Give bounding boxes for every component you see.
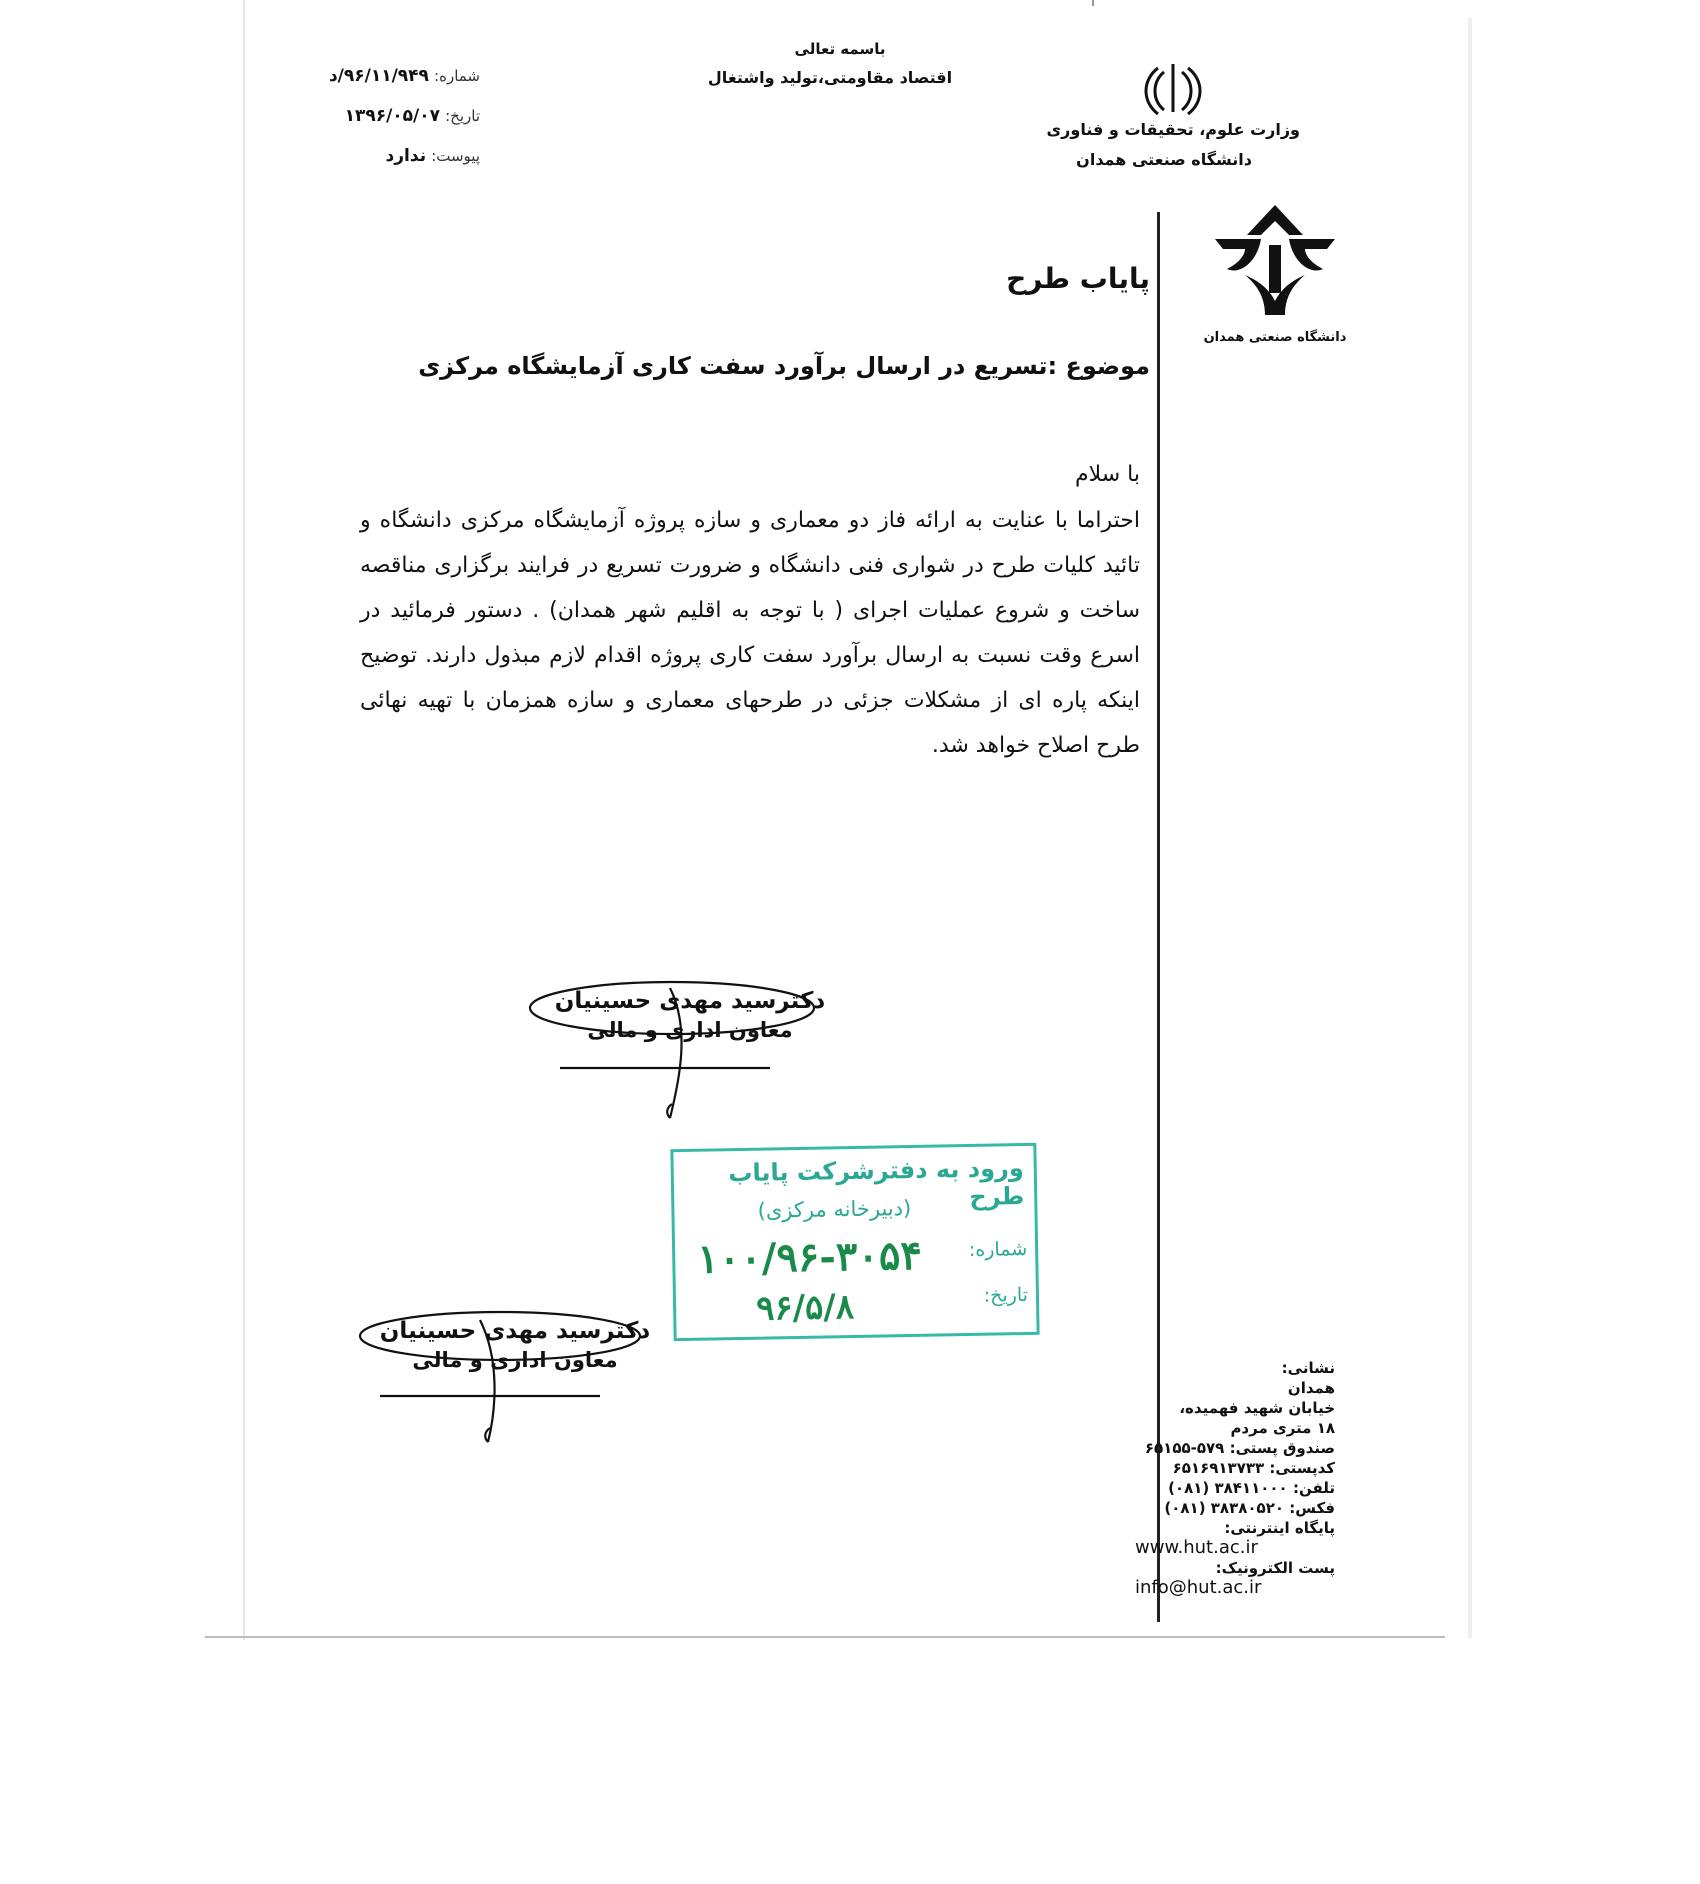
handwritten-signature-2 bbox=[350, 1300, 670, 1450]
letter-number-label: شماره: bbox=[434, 67, 480, 85]
fax: فکس: ۳۸۳۸۰۵۲۰ (۰۸۱) bbox=[1164, 1499, 1335, 1517]
signatory-name: دکترسید مهدی حسینیان bbox=[379, 1318, 651, 1344]
letter-number bbox=[260, 66, 480, 86]
address-alley: ۱۸ متری مردم bbox=[1230, 1419, 1335, 1437]
stamp-number-label: شماره: bbox=[968, 1237, 1028, 1262]
letter-attachment-label: پیوست: bbox=[431, 147, 480, 165]
letter-body: احتراما با عنایت به ارائه فاز دو معماری و سازه پروژه آزمایشگاه مرکزی دانشگاه و تائید کلیات طرح در شواری فنی دانشگاه و ضرورت تسریع در فرایند برگزاری مناقصه ساخت و شروع عملیات اجرای ( با توجه به اقلیم شهر همدان) . دستور فرمائید در اسرع وقت نسبت به ارسال برآورد سفت کاری پروژه اقدام لازم مبذول دارند. توضیح اینکه پاره ای از مشکلات جزئی در طرحهای معماری و سازه همزمان با تهیه نهائی طرح اصلاح خواهد شد. bbox=[360, 508, 1140, 758]
signatory-title: معاون اداری و مالی bbox=[412, 1348, 618, 1372]
university-logo-icon bbox=[1205, 205, 1345, 325]
email-link[interactable]: info@hut.ac.ir bbox=[1135, 1577, 1262, 1598]
subject-line: موضوع :تسریع در ارسال برآورد سفت کاری آزمایشگاه مرکزی bbox=[418, 352, 1150, 380]
receipt-stamp bbox=[670, 1143, 1039, 1341]
letter-date-label: تاریخ: bbox=[445, 107, 480, 125]
stamp-date-value: ۹۶/۵/۸ bbox=[755, 1287, 855, 1329]
signatory-title: معاون اداری و مالی bbox=[587, 1018, 793, 1042]
po-box: صندوق پستی: ۵۷۹-۶۵۱۵۵ bbox=[1144, 1439, 1335, 1457]
scan-edge-left bbox=[243, 0, 245, 1640]
scan-top-mark bbox=[1092, 0, 1094, 6]
email-label: پست الکترونیک: bbox=[1215, 1559, 1335, 1577]
address-label: نشانی: bbox=[1281, 1359, 1335, 1377]
scan-bottom-edge bbox=[205, 1636, 1445, 1638]
letter-attachment bbox=[260, 146, 480, 166]
signatory-name: دکترسید مهدی حسینیان bbox=[554, 988, 826, 1014]
basmala: باسمه تعالی bbox=[794, 40, 886, 58]
letter-date-value: ۱۳۹۶/۰۵/۰۷ bbox=[344, 106, 440, 126]
stamp-subtitle: (دبیرخانه مرکزی) bbox=[757, 1196, 912, 1223]
iran-emblem-icon bbox=[1138, 58, 1208, 118]
phone: تلفن: ۳۸۴۱۱۰۰۰ (۰۸۱) bbox=[1168, 1479, 1335, 1497]
greeting: با سلام bbox=[1074, 462, 1140, 487]
handwritten-signature-1 bbox=[520, 968, 840, 1128]
ministry-name: وزارت علوم، تحقیقات و فناوری bbox=[1046, 120, 1300, 139]
stamp-number-value: ۱۰۰/۹۶-۳۰۵۴ bbox=[696, 1231, 923, 1283]
slogan: اقتصاد مقاومتی،تولید واشتغال bbox=[707, 68, 953, 87]
logo-caption: دانشگاه صنعتی همدان bbox=[1203, 330, 1347, 345]
recipient: پایاب طرح bbox=[1006, 262, 1150, 295]
letter-attachment-value: ندارد bbox=[385, 146, 427, 166]
letter-date bbox=[260, 106, 480, 126]
website-label: پایگاه اینترنتی: bbox=[1224, 1519, 1335, 1537]
address-city: همدان bbox=[1287, 1379, 1335, 1397]
address-street: خیابان شهید فهمیده، bbox=[1179, 1399, 1335, 1417]
stamp-title: ورود به دفترشرکت پایاب طرح bbox=[728, 1154, 1025, 1211]
letter-number-value: ۹۶/۱۱/۹۴۹/د bbox=[328, 66, 429, 86]
postal-code: کدپستی: ۶۵۱۶۹۱۳۷۳۳ bbox=[1172, 1459, 1335, 1477]
footer-address bbox=[1135, 1358, 1335, 1598]
website-link[interactable]: www.hut.ac.ir bbox=[1135, 1537, 1258, 1558]
scan-edge-right bbox=[1468, 18, 1472, 1638]
stamp-date-label: تاریخ: bbox=[983, 1283, 1029, 1307]
university-name: دانشگاه صنعتی همدان bbox=[1076, 150, 1252, 169]
